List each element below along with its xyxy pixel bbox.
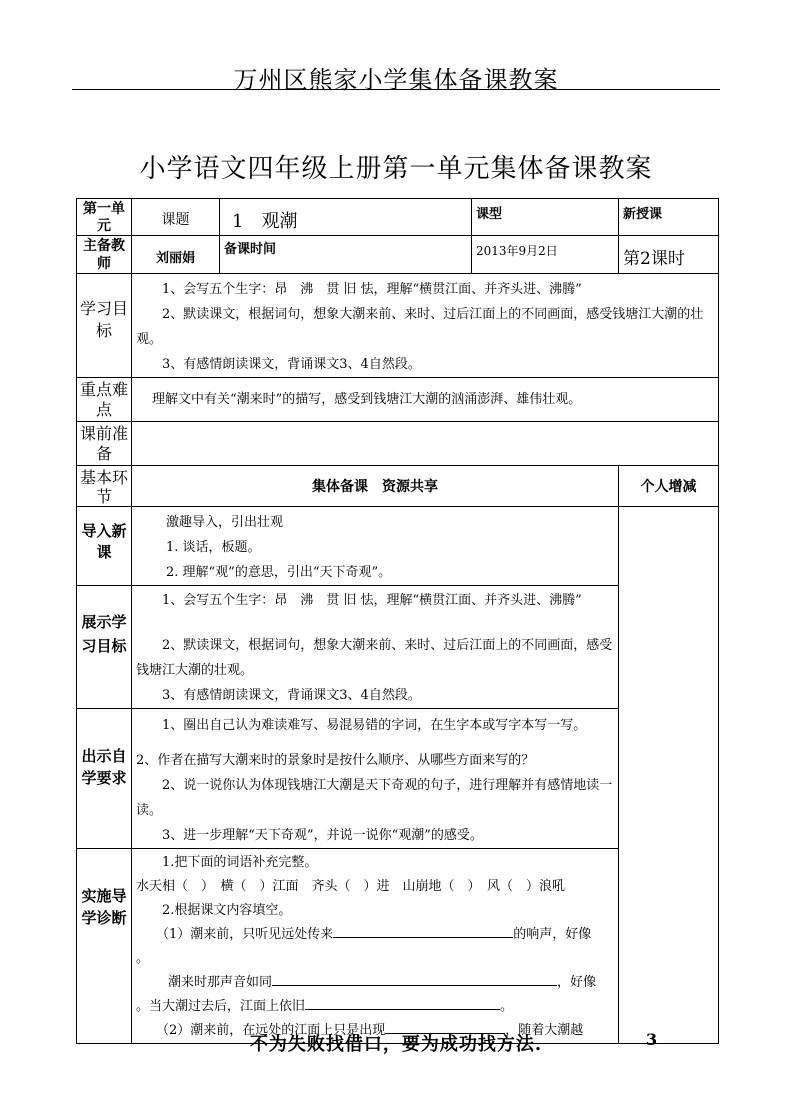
topic-label: 课题 bbox=[132, 199, 220, 236]
header-rule bbox=[72, 89, 720, 90]
goal-line: 1、会写五个生字：昂 沸 贯 旧 怯，理解“横贯江面、并齐头进、沸腾” bbox=[162, 282, 582, 297]
guide-question: 1.把下面的词语补充完整。 bbox=[162, 855, 318, 870]
self-study-line: 2、说一说你认为体现钱塘江大潮是天下奇观的句子，进行理解并有感情地读一读。 bbox=[136, 778, 613, 818]
goals-label: 学习目标 bbox=[77, 274, 132, 378]
fill-blank-line: 。 bbox=[136, 951, 150, 966]
topic-value: 1 观潮 bbox=[220, 199, 472, 236]
host-value: 刘丽娟 bbox=[132, 236, 220, 274]
self-study-label: 出示自学要求 bbox=[77, 709, 132, 849]
unit-cell: 第一单元 bbox=[77, 199, 132, 236]
pre-class-prep-content bbox=[132, 422, 719, 466]
goal-line: 2、默读课文，根据词句，想象大潮来前、来时、过后江面上的不同画面，感受钱塘江大潮的壮观。 bbox=[136, 307, 704, 347]
personal-adjust-heading: 个人增减 bbox=[619, 466, 719, 507]
fill-blank-line: （2）潮来前，在远处的江面上只是出现 ，随着大潮越 bbox=[136, 1019, 614, 1043]
key-points-label: 重点难点 bbox=[77, 378, 132, 422]
page-number: 3 bbox=[646, 1030, 658, 1049]
word-completion-line: 水天相（ ） 横（ ）江面 齐头（ ）进 山崩地（ ） 风（ ）浪吼 bbox=[136, 879, 566, 894]
collective-prep-heading: 集体备课 资源共享 bbox=[132, 466, 619, 507]
guide-content bbox=[132, 849, 619, 1044]
intro-content bbox=[132, 507, 619, 586]
show-goal-line: 1、会写五个生字：昂 沸 贯 旧 怯，理解“横贯江面、并齐头进、沸腾” bbox=[162, 593, 582, 608]
blank-field[interactable] bbox=[272, 971, 557, 986]
school-header-title: 万州区熊家小学集体备课教案 bbox=[233, 66, 559, 94]
period-value: 第2课时 bbox=[619, 236, 719, 274]
fill-blank-line: 。当大潮过去后，江面上依旧 。 bbox=[136, 995, 614, 1019]
self-study-line: 2、作者在描写大潮来时的景象时是按什么顺序、从哪些方面来写的？ bbox=[136, 753, 535, 768]
fill-blank-line: （1）潮来前，只听见远处传来 的响声，好像 bbox=[136, 923, 614, 947]
intro-line: 2. 理解“观”的意思，引出“天下奇观”。 bbox=[166, 565, 392, 580]
intro-line: 1. 谈话，板题。 bbox=[166, 540, 261, 555]
self-study-line: 3、进一步理解“天下奇观”，并说一说你“观潮”的感受。 bbox=[162, 828, 483, 843]
personal-adjust-column bbox=[619, 507, 719, 1044]
host-label: 主备教师 bbox=[77, 236, 132, 274]
lesson-plan-table bbox=[76, 198, 719, 1044]
footer-motto: 不为失败找借口，要为成功找方法. bbox=[249, 1034, 543, 1055]
type-value: 新授课 bbox=[619, 199, 719, 236]
date-value: 2013年9月2日 bbox=[472, 236, 619, 274]
show-goal-line: 2、默读课文，根据词句，想象大潮来前、来时、过后江面上的不同画面，感受钱塘江大潮的壮观。 bbox=[136, 638, 613, 678]
blank-field[interactable] bbox=[305, 995, 500, 1010]
goal-line: 3、有感情朗读课文，背诵课文3、4自然段。 bbox=[162, 357, 421, 372]
prep-time-label: 备课时间 bbox=[220, 236, 472, 274]
self-study-line: 1、圈出自己认为难读难写、易混易错的字词，在生字本或写字本写一写。 bbox=[162, 718, 587, 733]
goals-content bbox=[132, 274, 719, 378]
show-goal-line: 3、有感情朗读课文，背诵课文3、4自然段。 bbox=[162, 688, 421, 703]
blank-field[interactable] bbox=[333, 923, 513, 938]
type-label: 课型 bbox=[472, 199, 619, 236]
document-title: 小学语文四年级上册第一单元集体备课教案 bbox=[139, 154, 653, 184]
guide-question: 2.根据课文内容填空。 bbox=[162, 903, 292, 918]
intro-line: 激趣导入，引出壮观 bbox=[166, 515, 284, 530]
key-points-content: 理解文中有关“潮来时”的描写，感受到钱塘江大潮的汹涌澎湃、雄伟壮观。 bbox=[132, 378, 719, 422]
self-study-content bbox=[132, 709, 619, 849]
pre-class-prep-label: 课前准备 bbox=[77, 422, 132, 466]
basic-steps-label: 基本环节 bbox=[77, 466, 132, 507]
show-goals-label: 展示学习目标 bbox=[77, 586, 132, 709]
fill-blank-line: 潮来时那声音如同 ，好像 bbox=[136, 971, 614, 995]
guide-label: 实施导学诊断 bbox=[77, 849, 132, 1044]
show-goals-content bbox=[132, 586, 619, 709]
intro-label: 导入新课 bbox=[77, 507, 132, 586]
